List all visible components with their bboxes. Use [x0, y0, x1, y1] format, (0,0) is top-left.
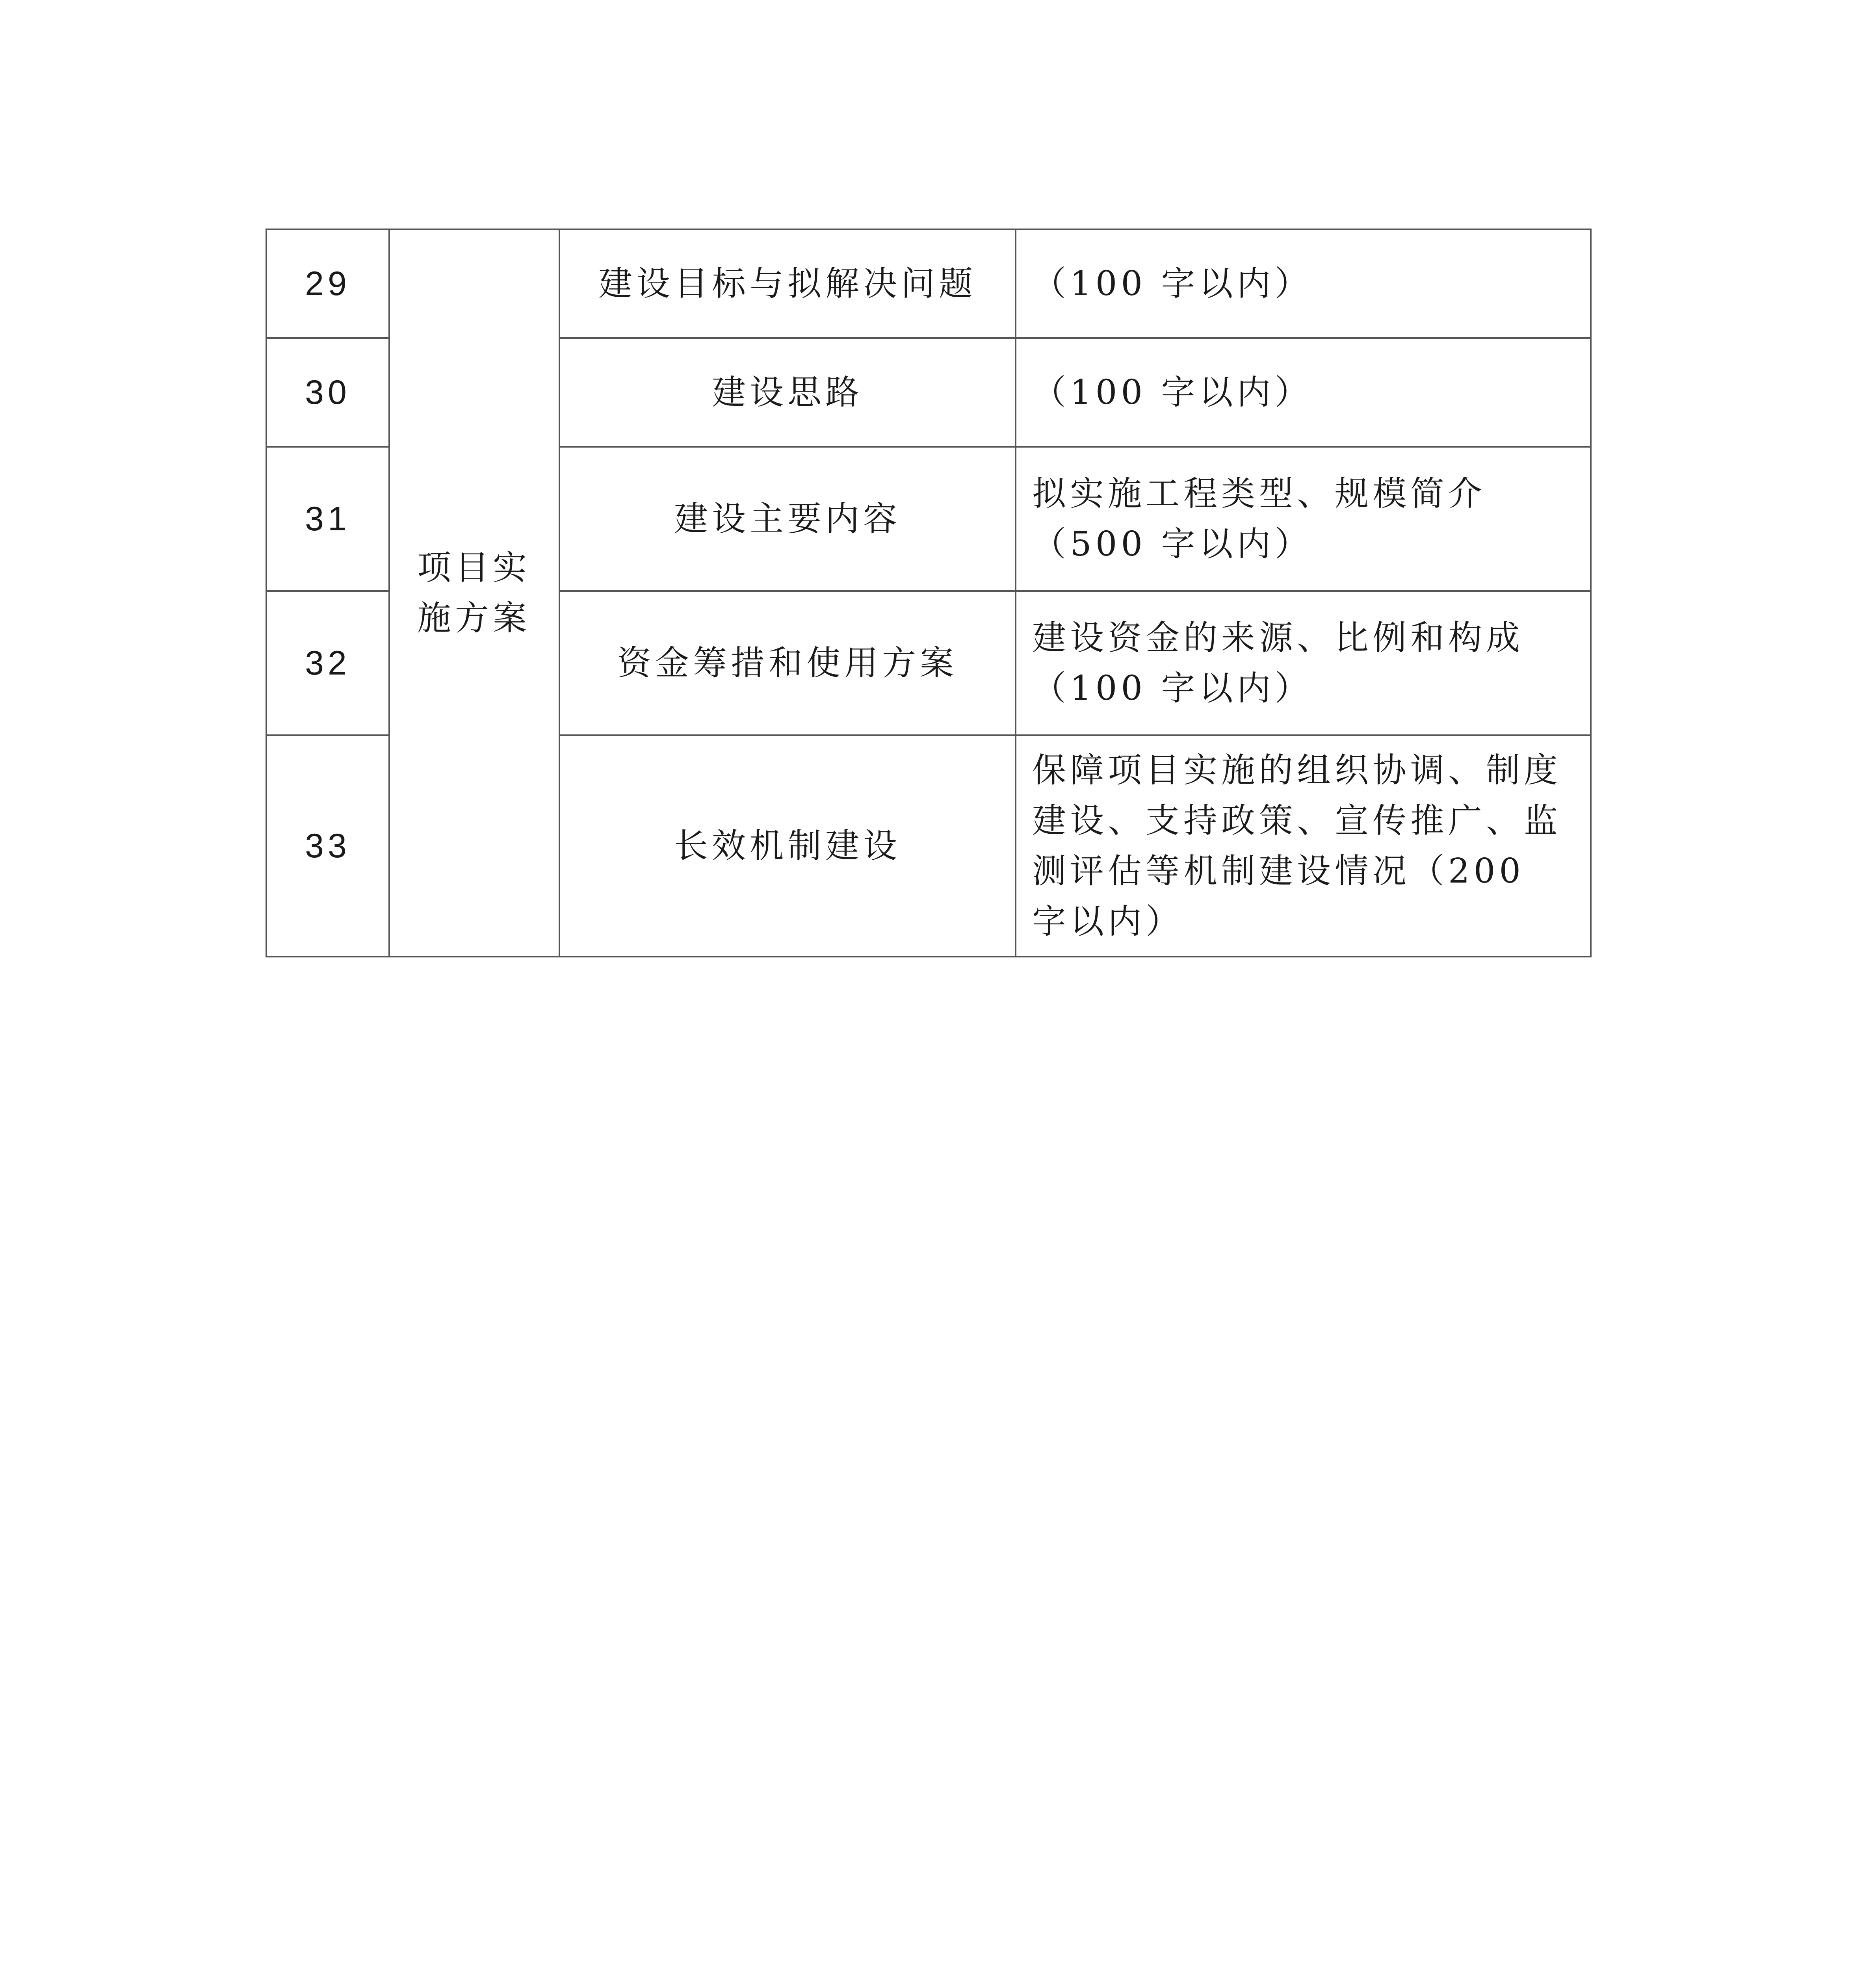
item-name: 建设思路 [559, 338, 1016, 447]
item-name: 长效机制建设 [559, 735, 1016, 957]
category-cell [389, 229, 559, 957]
table-row [266, 229, 1591, 338]
item-name: 建设主要内容 [559, 447, 1016, 591]
item-name: 建设目标与拟解决问题 [559, 229, 1016, 338]
item-description: （100 字以内） [1016, 229, 1591, 338]
item-description: 保障项目实施的组织协调、制度建设、支持政策、宣传推广、监测评估等机制建设情况（200 字以内） [1016, 735, 1591, 957]
item-description: （100 字以内） [1016, 338, 1591, 447]
row-number: 32 [266, 591, 389, 735]
row-number: 31 [266, 447, 389, 591]
category-label: 项目实施方案 [417, 548, 531, 638]
row-number: 30 [266, 338, 389, 447]
row-number: 33 [266, 735, 389, 957]
item-description: 拟实施工程类型、规模简介（500 字以内） [1016, 447, 1591, 591]
row-number: 29 [266, 229, 389, 338]
project-form-table [266, 229, 1592, 957]
item-name: 资金筹措和使用方案 [559, 591, 1016, 735]
item-description: 建设资金的来源、比例和构成（100 字以内） [1016, 591, 1591, 735]
